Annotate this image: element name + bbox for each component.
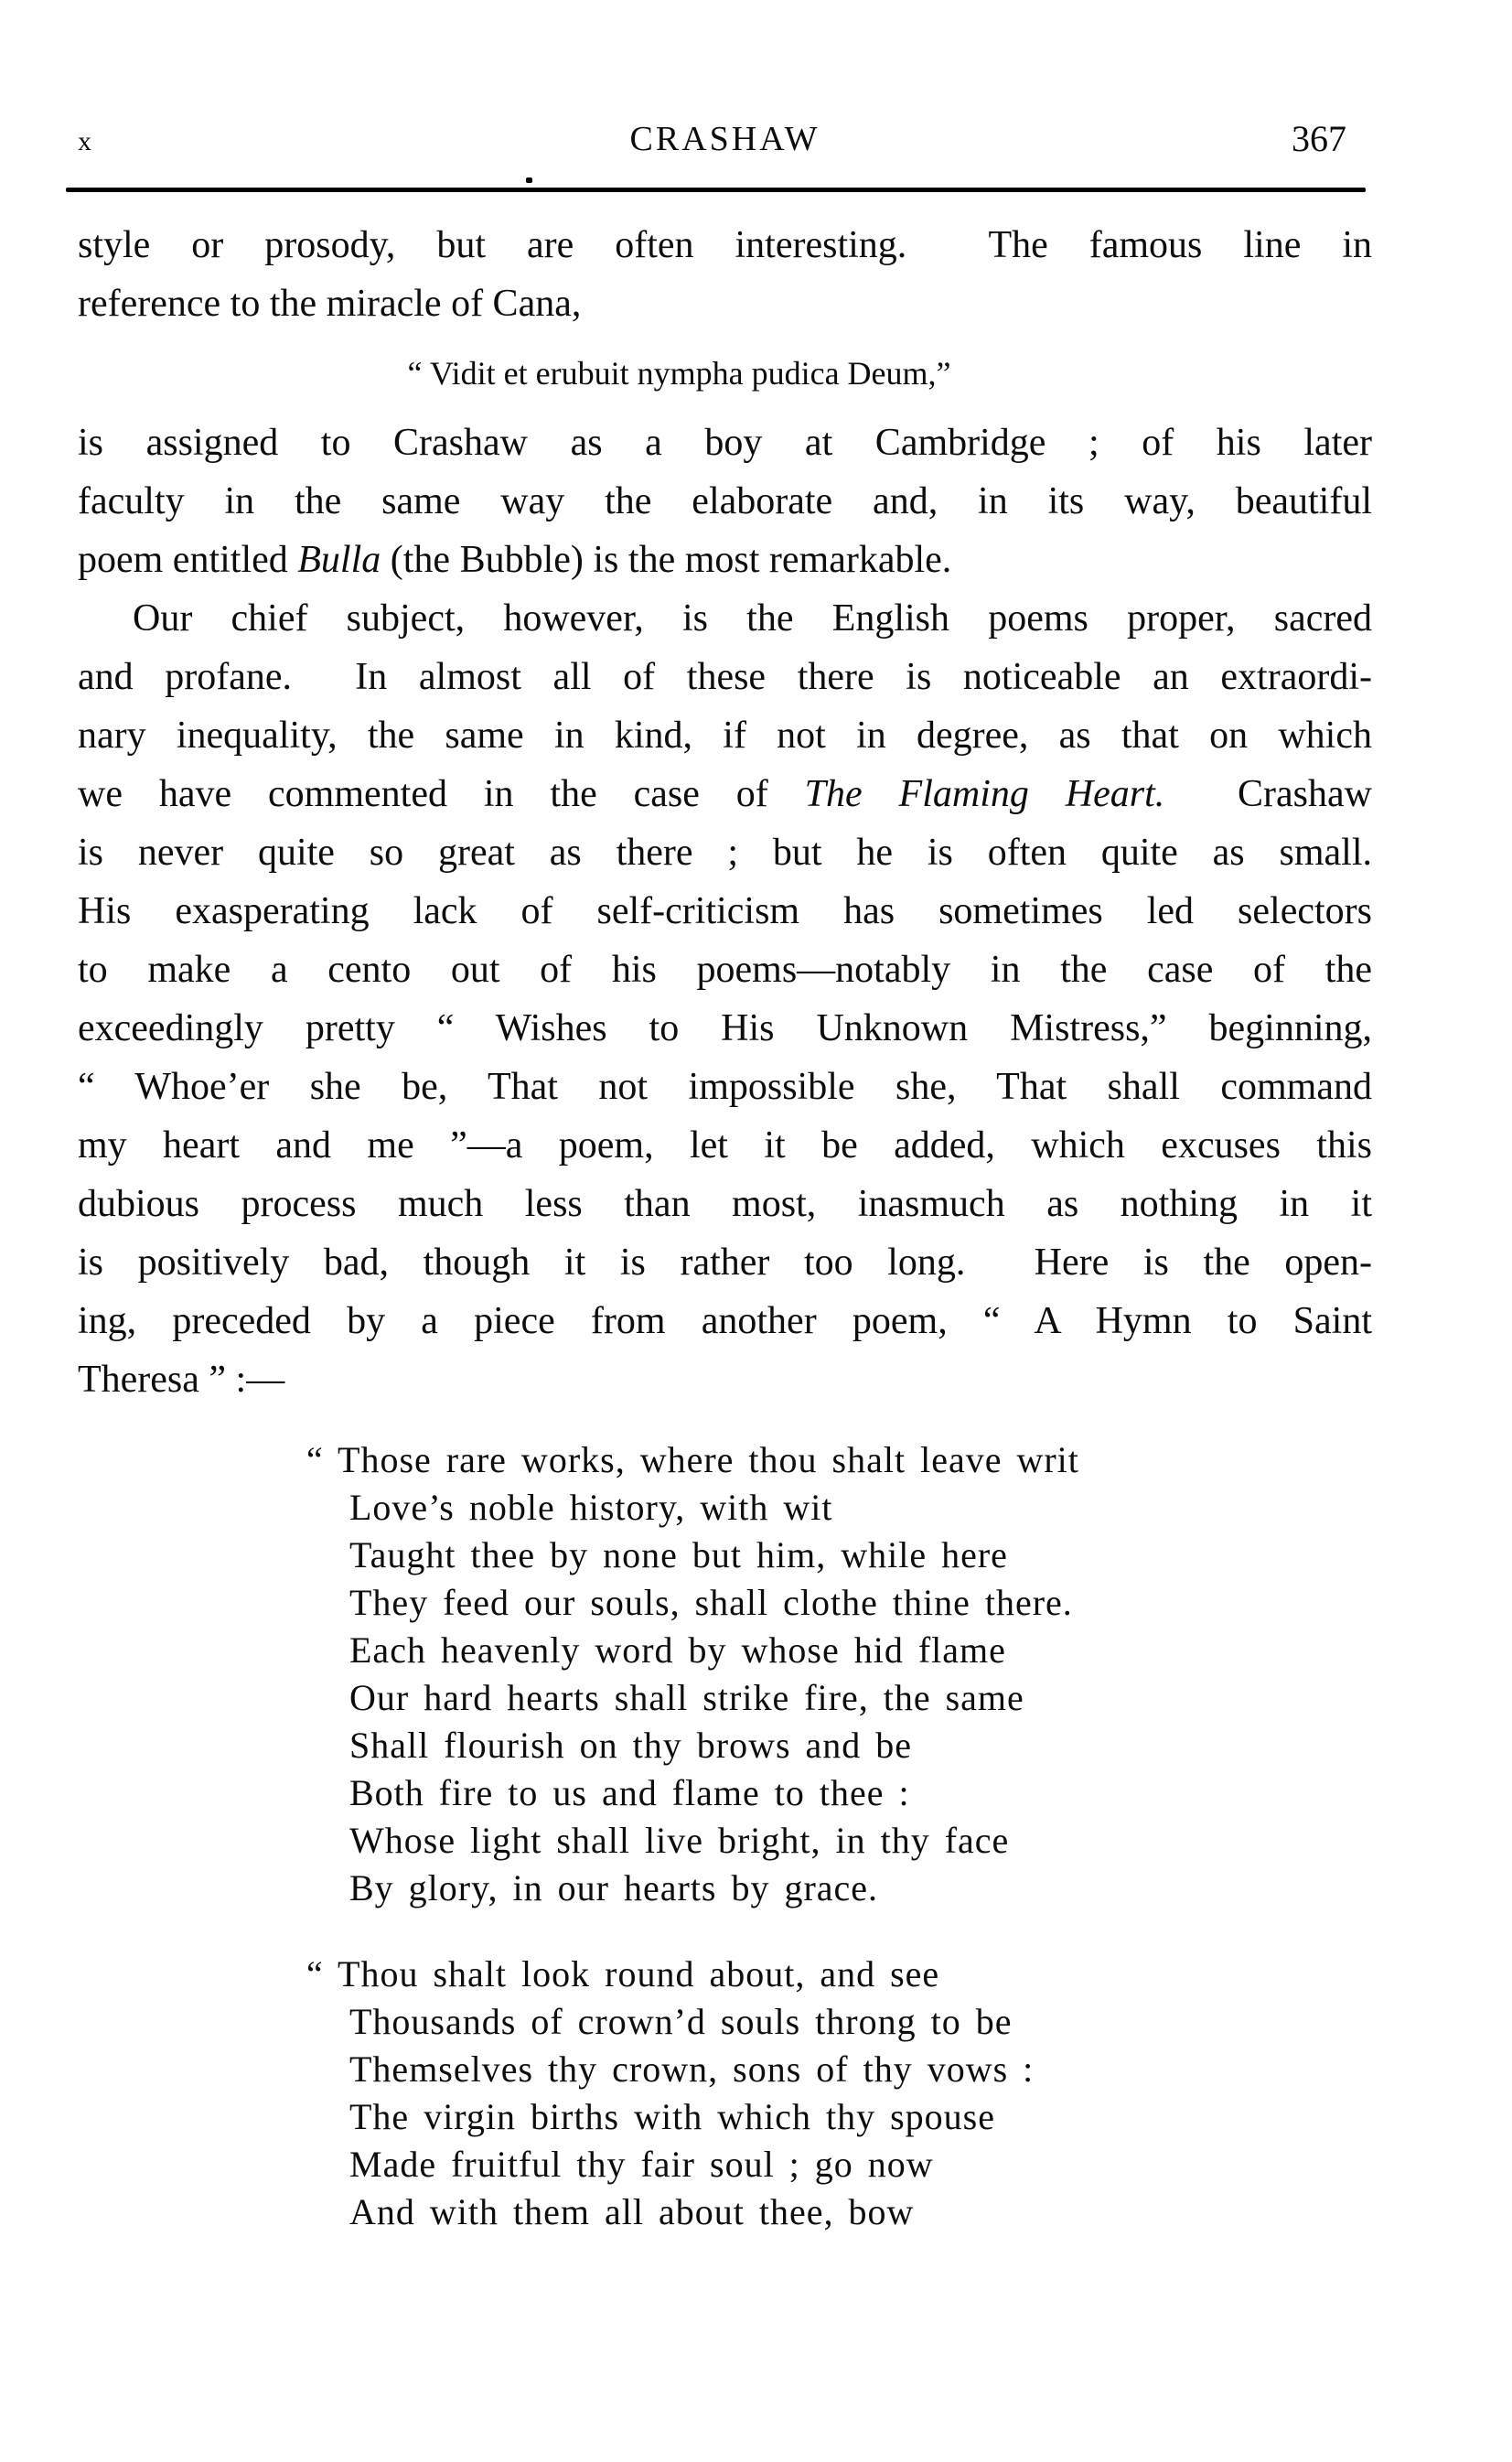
- signature-mark: x: [78, 126, 92, 156]
- ink-speck: [526, 177, 532, 183]
- running-title: CRASHAW: [629, 120, 820, 158]
- verse-line: Love’s noble history, with wit: [349, 1487, 833, 1528]
- text-line: my heart and me ”—a poem, let it be added, which excuses this: [78, 1124, 1372, 1166]
- text-line: His exasperating lack of self-criticism has sometimes led selectors: [78, 890, 1372, 932]
- text-segment: poem entitled: [78, 539, 298, 581]
- text-segment: we have commented in the case of: [78, 773, 805, 815]
- verse-line: They feed our souls, shall clothe thine there.: [349, 1582, 1073, 1623]
- text-line: is positively bad, though it is rather too long. Here is the open-: [78, 1242, 1372, 1284]
- verse-line: Shall flourish on thy brows and be: [349, 1725, 913, 1766]
- text-line: reference to the miracle of Cana,: [78, 283, 582, 325]
- verse-line: The virgin births with which thy spouse: [349, 2096, 995, 2137]
- text-line: is never quite so great as there ; but he is often quite as small.: [78, 832, 1372, 874]
- text-line: Theresa ” :—: [78, 1359, 285, 1401]
- verse-stanza-1: [78, 1436, 1372, 1912]
- verse-line: And with them all about thee, bow: [349, 2191, 915, 2232]
- text-segment: Crashaw: [1164, 773, 1372, 815]
- running-header: [78, 115, 1372, 163]
- text-segment-italic: Bulla: [297, 539, 381, 581]
- verse-line: Themselves thy crown, sons of thy vows :: [349, 2048, 1035, 2090]
- verse-line: By glory, in our hearts by grace.: [349, 1867, 879, 1908]
- verse-line: Both fire to us and flame to thee :: [349, 1772, 910, 1813]
- text-line: [78, 531, 1372, 589]
- verse-line: Taught thee by none but him, while here: [349, 1534, 1008, 1575]
- text-line: and profane. In almost all of these there is noticeable an extraordi-: [78, 656, 1372, 698]
- verse-line: “ Those rare works, where thou shalt leave writ: [306, 1439, 1079, 1480]
- text-line: exceedingly pretty “ Wishes to His Unknown Mistress,” beginning,: [78, 1007, 1372, 1049]
- text-line: Our chief subject, however, is the English poems proper, sacred: [133, 597, 1372, 640]
- text-line: faculty in the same way the elaborate and, in its way, beautiful: [78, 480, 1372, 522]
- text-line: nary inequality, the same in kind, if not in degree, as that on which: [78, 715, 1372, 757]
- verse-stanza-2: [78, 1951, 1372, 2236]
- verse-line: Our hard hearts shall strike fire, the same: [349, 1677, 1024, 1718]
- body-text: [78, 216, 1372, 2236]
- verse-line: Made fruitful thy fair soul ; go now: [349, 2144, 934, 2185]
- text-line: “ Whoe’er she be, That not impossible she, That shall command: [78, 1066, 1372, 1108]
- text-line: is assigned to Crashaw as a boy at Cambridge ; of his later: [78, 422, 1372, 464]
- latin-quote: “ Vidit et erubuit nympha pudica Deum,”: [407, 355, 951, 392]
- text-segment: (the Bubble) is the most remarkable.: [381, 539, 952, 581]
- text-line: dubious process much less than most, inasmuch as nothing in it: [78, 1183, 1372, 1225]
- text-line: to make a cento out of his poems—notably in the case of the: [78, 949, 1372, 991]
- header-rule: [66, 188, 1366, 192]
- text-line: style or prosody, but are often interesting. The famous line in: [78, 224, 1372, 266]
- verse-line: Thousands of crown’d souls throng to be: [349, 2001, 1013, 2042]
- text-segment-italic: The Flaming Heart.: [804, 773, 1165, 815]
- text-line: ing, preceded by a piece from another poem, “ A Hymn to Saint: [78, 1300, 1372, 1342]
- verse-line: Each heavenly word by whose hid flame: [349, 1629, 1006, 1671]
- page-number: 367: [1292, 118, 1346, 159]
- verse-line: Whose light shall live bright, in thy face: [349, 1820, 1010, 1861]
- verse-line: “ Thou shalt look round about, and see: [306, 1953, 940, 1994]
- text-line: [78, 765, 1372, 823]
